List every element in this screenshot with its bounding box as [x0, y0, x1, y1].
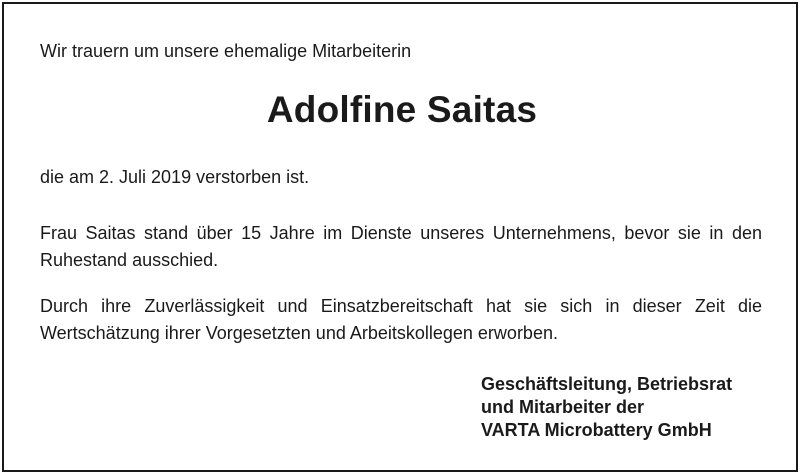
- signature-line-2: und Mitarbeiter der: [481, 397, 645, 417]
- obituary-notice-frame: [2, 2, 798, 472]
- signature-line-3: VARTA Microbattery GmbH: [481, 420, 712, 440]
- service-paragraph: Frau Saitas stand über 15 Jahre im Dienste unseres Unternehmens, bevor sie in den Ruhestand ausschied.: [40, 223, 762, 270]
- deceased-name: Adolfine Saitas: [266, 89, 538, 130]
- date-of-death-text: die am 2. Juli 2019 verstorben ist.: [40, 167, 310, 187]
- signature-line-1: Geschäftsleitung, Betriebsrat: [481, 374, 733, 394]
- tribute-paragraph: Durch ihre Zuverlässigkeit und Einsatzbereitschaft hat sie sich in dieser Zeit die Wertschätzung ihrer Vorgesetzten und Arbeitskollegen erworben.: [40, 296, 762, 343]
- intro-text: Wir trauern um unsere ehemalige Mitarbeiterin: [40, 41, 412, 61]
- signature-block: [481, 373, 732, 442]
